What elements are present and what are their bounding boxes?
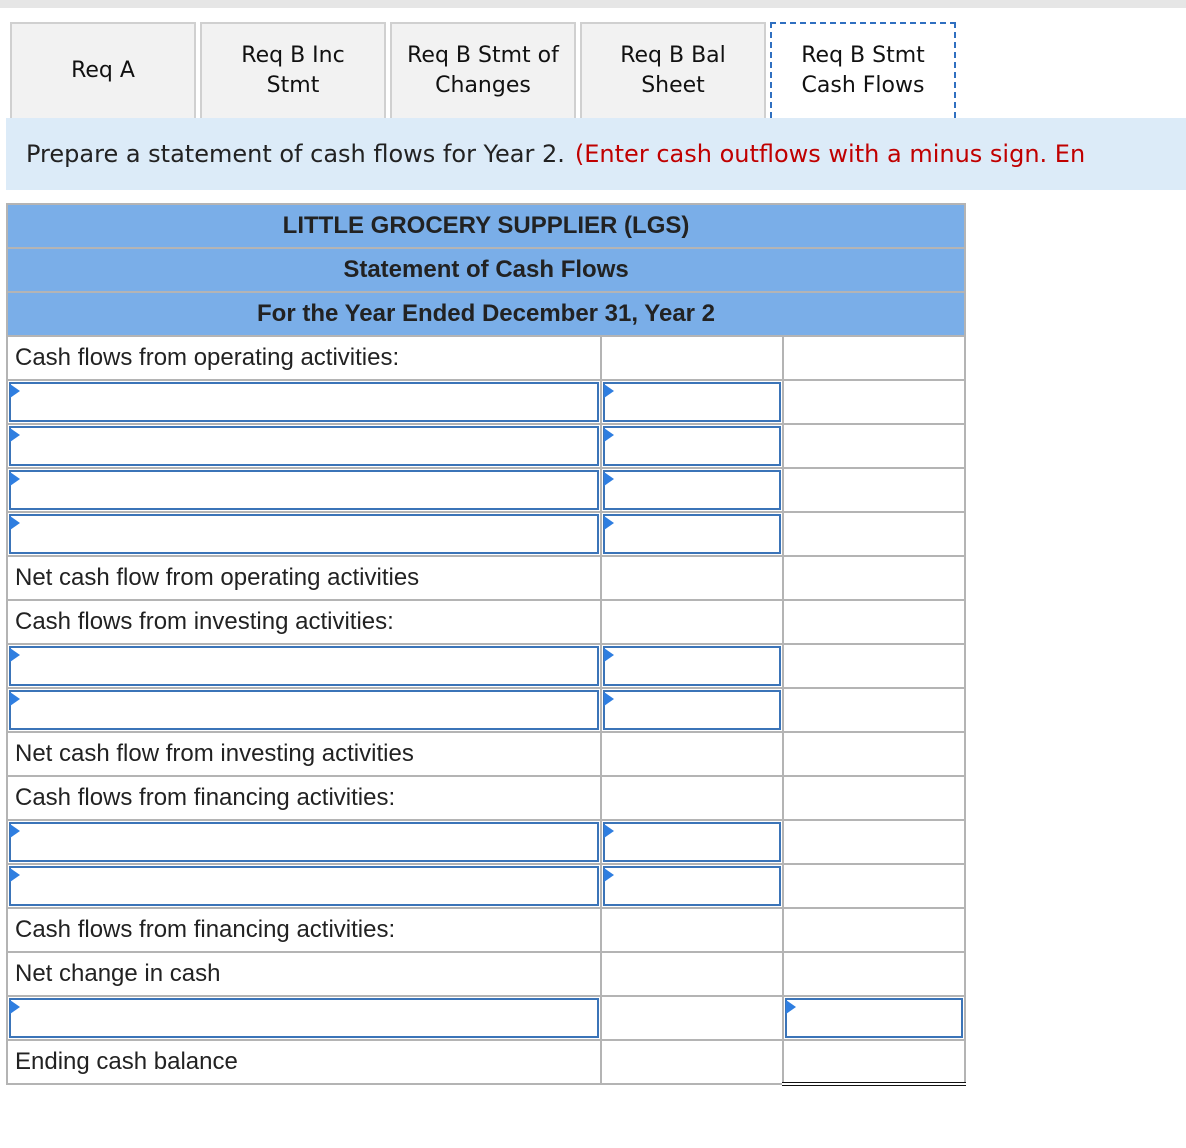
- dropdown-arrow-icon: [604, 824, 614, 838]
- table-row: [7, 952, 965, 996]
- empty-cell: [783, 424, 965, 468]
- cash-flow-statement-table: [6, 203, 966, 1086]
- statement-period: For the Year Ended December 31, Year 2: [7, 292, 965, 336]
- table-row: [7, 336, 965, 380]
- top-bar: [0, 0, 1186, 8]
- dropdown-arrow-icon: [604, 516, 614, 530]
- dropdown-arrow-icon: [10, 824, 20, 838]
- empty-cell: [783, 336, 965, 380]
- table-row: [7, 512, 965, 556]
- financing-item-2-amount-input[interactable]: [601, 864, 783, 908]
- instruction-note: (Enter cash outflows with a minus sign. En: [574, 140, 1086, 168]
- empty-cell: [783, 644, 965, 688]
- instruction-text: Prepare a statement of cash flows for Year 2.: [26, 140, 565, 168]
- dropdown-arrow-icon: [10, 648, 20, 662]
- instruction-banner: [6, 118, 1186, 190]
- empty-cell: [601, 600, 783, 644]
- tab-req-b-inc-stmt[interactable]: Req B Inc Stmt: [200, 22, 386, 118]
- table-row: [7, 380, 965, 424]
- table-row: [7, 864, 965, 908]
- table-row: [7, 556, 965, 600]
- table-row: [7, 1040, 965, 1084]
- table-row: [7, 908, 965, 952]
- investing-item-2-label-input[interactable]: [7, 688, 601, 732]
- empty-cell: [601, 776, 783, 820]
- empty-cell: [783, 468, 965, 512]
- net-financing-subtotal-cell: [601, 908, 783, 952]
- operating-item-2-label-input[interactable]: [7, 424, 601, 468]
- net-change-label: Net change in cash: [7, 952, 601, 996]
- operating-item-4-amount-input[interactable]: [601, 512, 783, 556]
- dropdown-arrow-icon: [604, 868, 614, 882]
- table-row: [7, 424, 965, 468]
- empty-cell: [783, 776, 965, 820]
- operating-item-1-label-input[interactable]: [7, 380, 601, 424]
- dropdown-arrow-icon: [604, 692, 614, 706]
- empty-cell: [783, 864, 965, 908]
- table-row: [7, 776, 965, 820]
- empty-cell: [601, 952, 783, 996]
- empty-cell: [783, 820, 965, 864]
- net-financing-total-cell: [783, 908, 965, 952]
- tab-req-b-stmt-of-changes[interactable]: Req B Stmt of Changes: [390, 22, 576, 118]
- table-row: [7, 732, 965, 776]
- net-operating-subtotal-cell: [601, 556, 783, 600]
- investing-item-1-amount-input[interactable]: [601, 644, 783, 688]
- empty-cell: [783, 380, 965, 424]
- table-row: [7, 688, 965, 732]
- financing-item-2-label-input[interactable]: [7, 864, 601, 908]
- dropdown-arrow-icon: [604, 648, 614, 662]
- empty-cell: [783, 600, 965, 644]
- statement-title: Statement of Cash Flows: [7, 248, 965, 292]
- beginning-balance-label-input[interactable]: [7, 996, 601, 1040]
- dropdown-arrow-icon: [10, 868, 20, 882]
- financing-header-label: Cash flows from financing activities:: [7, 776, 601, 820]
- table-row: [7, 996, 965, 1040]
- net-investing-total-cell: [783, 732, 965, 776]
- empty-cell: [601, 1040, 783, 1084]
- operating-item-3-label-input[interactable]: [7, 468, 601, 512]
- net-operating-total-cell: [783, 556, 965, 600]
- table-row: [7, 644, 965, 688]
- dropdown-arrow-icon: [10, 428, 20, 442]
- tab-req-b-bal-sheet[interactable]: Req B Bal Sheet: [580, 22, 766, 118]
- table-row: [7, 600, 965, 644]
- financing-item-1-amount-input[interactable]: [601, 820, 783, 864]
- operating-header-label: Cash flows from operating activities:: [7, 336, 601, 380]
- net-change-total-cell: [783, 952, 965, 996]
- requirement-tabs: [10, 22, 960, 118]
- net-operating-label: Net cash flow from operating activities: [7, 556, 601, 600]
- net-investing-label: Net cash flow from investing activities: [7, 732, 601, 776]
- net-investing-subtotal-cell: [601, 732, 783, 776]
- dropdown-arrow-icon: [10, 516, 20, 530]
- operating-item-1-amount-input[interactable]: [601, 380, 783, 424]
- investing-item-2-amount-input[interactable]: [601, 688, 783, 732]
- dropdown-arrow-icon: [10, 1000, 20, 1014]
- investing-item-1-label-input[interactable]: [7, 644, 601, 688]
- operating-item-2-amount-input[interactable]: [601, 424, 783, 468]
- dropdown-arrow-icon: [10, 692, 20, 706]
- dropdown-arrow-icon: [10, 384, 20, 398]
- empty-cell: [783, 688, 965, 732]
- empty-cell: [601, 336, 783, 380]
- dropdown-arrow-icon: [10, 472, 20, 486]
- net-financing-label: Cash flows from financing activities:: [7, 908, 601, 952]
- ending-balance-label: Ending cash balance: [7, 1040, 601, 1084]
- ending-balance-total-cell: [783, 1040, 965, 1084]
- table-row: [7, 820, 965, 864]
- empty-cell: [601, 996, 783, 1040]
- operating-item-3-amount-input[interactable]: [601, 468, 783, 512]
- dropdown-arrow-icon: [604, 384, 614, 398]
- company-name: LITTLE GROCERY SUPPLIER (LGS): [7, 204, 965, 248]
- dropdown-arrow-icon: [604, 472, 614, 486]
- dropdown-arrow-icon: [604, 428, 614, 442]
- table-row: [7, 468, 965, 512]
- empty-cell: [783, 512, 965, 556]
- tab-req-b-stmt-cash-flows[interactable]: Req B Stmt Cash Flows: [770, 22, 956, 118]
- financing-item-1-label-input[interactable]: [7, 820, 601, 864]
- tab-req-a[interactable]: Req A: [10, 22, 196, 118]
- beginning-balance-amount-input[interactable]: [783, 996, 965, 1040]
- operating-item-4-label-input[interactable]: [7, 512, 601, 556]
- investing-header-label: Cash flows from investing activities:: [7, 600, 601, 644]
- dropdown-arrow-icon: [786, 1000, 796, 1014]
